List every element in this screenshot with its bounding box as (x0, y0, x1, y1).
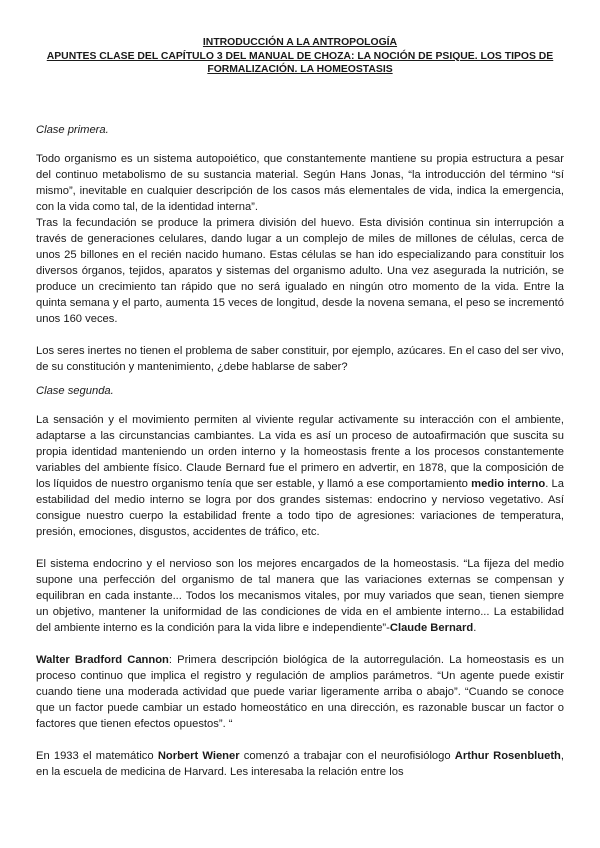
document-page (36, 36, 564, 780)
bold-term-medio-interno: medio interno (471, 477, 546, 490)
bold-name-claude-bernard: Claude Bernard (389, 621, 474, 634)
paragraph-fecundacion: Tras la fecundación se produce la primera división del huevo. Esta división continua sin interrupción a través de generaciones celulares, dando lugar a un complejo de miles de millones de células, cerca de unos 25 billones en el recién nacido humano. Estas células se han ido especializando para constituir los diversos órganos, tejidos, aparatos y sistemas del organismo adulto. Una vez asegurada la nutrición, se produce un crecimiento tan rápido que no será igualado en ningún otro momento de la vida. Entre la quinta semana y el parto, aumenta 15 veces de longitud, desde la novena semana, el peso se incrementó unos 160 veces. (36, 216, 564, 325)
document-title-line-1: INTRODUCCIÓN A LA ANTROPOLOGÍA (202, 37, 398, 48)
bold-name-arthur-rosenblueth: Arthur Rosenblueth (454, 749, 561, 762)
section-label-clase-primera: Clase primera. (36, 123, 109, 136)
paragraph-autopoiesis: Todo organismo es un sistema autopoiético, que constantemente mantiene su propia estructura a pesar del continuo metabolismo de su sustancia material. Según Hans Jonas, “la introducción del término “sí mismo”, inevitable en cualquier descripción de los casos más elementales de vida, indica la emergencia, con la vida como tal, de la identidad interna”. (36, 152, 564, 213)
title-spacer (36, 77, 564, 122)
paragraph-wiener: En 1933 el matemático Norbert Wiener comenzó a trabajar con el neurofisiólogo Arthur Rosenblueth, en la escuela de medicina de Harvard. Les interesaba la relación entre los (36, 749, 564, 778)
bold-name-walter-cannon: Walter Bradford Cannon (36, 653, 169, 666)
paragraph-seres-inertes: Los seres inertes no tienen el problema de saber constituir, por ejemplo, azúcares. En el caso del ser vivo, de su constitución y mantenimiento, ¿debe hablarse de saber? (36, 344, 564, 373)
paragraph-sistema-endocrino: El sistema endocrino y el nervioso son los mejores encargados de la homeostasis. “La fijeza del medio supone una perfección del organismo de tal manera que las variaciones externas se compensan y equilibran en cada instante... Todos los mecanismos vitales, por muy variados que sean, tienen siempre un objetivo, mantener la uniformidad de las condiciones de vida en el ambiente interno... La estabilidad del ambiente interno es la condición para la vida libre e independiente”-Claude Bernard. (36, 557, 564, 634)
bold-name-norbert-wiener: Norbert Wiener (157, 749, 240, 762)
paragraph-sensacion-movimiento: La sensación y el movimiento permiten al viviente regular activamente su interacción con el ambiente, adaptarse a las circunstancias cambiantes. La vida es así un proceso de autoafirmación que suscita su propia identidad manteniendo un orden interno y la homeostasis frente a los procesos constantemente variables del ambiente físico. Claude Bernard fue el primero en advertir, en 1878, que la composición de los líquidos de nuestro organismo tenía que ser estable, y llamó a ese comportamiento medio interno. La estabilidad del medio interno se logra por dos grandes sistemas: endocrino y nervioso vegetativo. Así consigue nuestro cuerpo la estabilidad frente a todo tipo de agresiones: variaciones de temperatura, presión, emociones, disgustos, accidentes de tráfico, etc. (36, 413, 564, 538)
paragraph-cannon: Walter Bradford Cannon: Primera descripción biológica de la autorregulación. La homeostasis es un proceso continuo que implica el registro y regulación de amplios parámetros. “Un agente puede existir cuando tiene una moderada actividad que puede variar ligeramente arriba o abajo”. “Cuando se conoce que un factor puede cambiar un estado homeostático en una dirección, es razonable buscar un factor o factores que tienen efectos opuestos”. “ (36, 653, 564, 730)
document-title-line-2: APUNTES CLASE DEL CAPÍTULO 3 DEL MANUAL DE CHOZA: LA NOCIÓN DE PSIQUE. LOS TIPOS DE FORMALIZACIÓN. LA HOMEOSTASIS (46, 50, 554, 75)
section-label-clase-segunda: Clase segunda. (36, 384, 114, 397)
